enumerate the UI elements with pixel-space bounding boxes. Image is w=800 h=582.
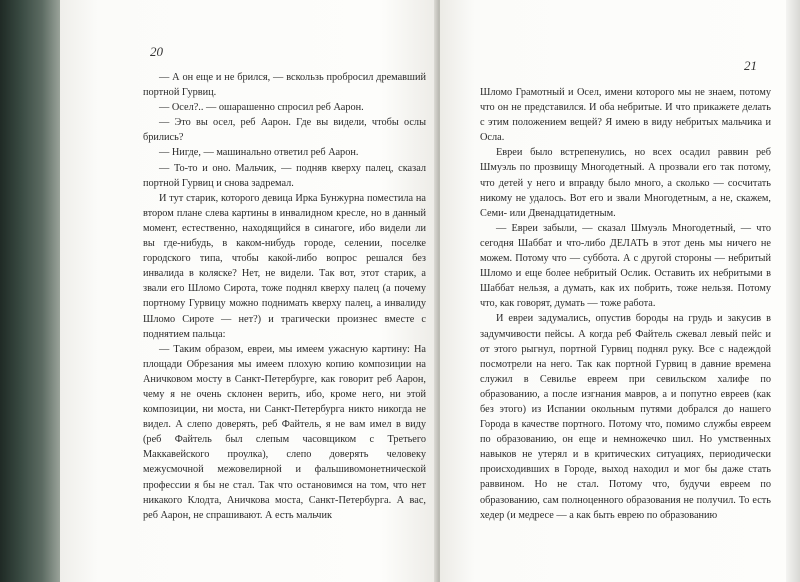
paragraph: И тут старик, которого девица Ирка Бунжурна поместила на втором плане слева картины в инвалидном кресле, но в данный момент, естественно, находящийся в синагоге, ибо видели ли вы где-нибудь, в каком-нибудь городе, селении, поселке городского типа, чтобы какой-либо вопрос решался без инвалида в коляске? Нет, не видели. Так вот, этот старик, а звали его Шломо Сирота, тоже поднял кверху палец (а почему портному Гурвицу можно поднимать кверху палец, а инвалиду Шломо Сироте — нет?) и трагически произнес вместе с поднятием пальца: — [143, 192, 426, 340]
page-number-left: 20 — [150, 44, 163, 59]
book-edge-left — [0, 0, 60, 582]
page-number-right: 21 — [744, 58, 757, 73]
paragraph: — Таким образом, евреи, мы имеем ужасную картину: На площади Обрезания мы имеем плохую копию композиции на Аничковом мосту в Санкт-Петербурге, как говорит реб Аарон, чему я не очень склонен верить, ибо, кроме него, ни этой композиции, ни моста, ни Санкт-Петербурга никто никогда не видел. А слепо доверять, реб Файтель, я не вам имел в виду (реб Файтель был слепым часовщиком с Третьего Маккавейского проулка), слепо доверять человеку межусмочной межовелирной и фальшивомонетнической профессии я бы не стал. Так что остановимся на том, что нет никакого Клодта, Аничкова моста, Санкт-Петербурга. А вас, реб Аарон, не спрашивают. А есть мальчик — [143, 343, 426, 521]
right-page — [440, 0, 786, 582]
left-page-text — [143, 70, 426, 523]
book-edge-right — [786, 0, 800, 582]
paragraph: — То-то и оно. Мальчик, — подняв кверху палец, сказал портной Гурвиц и снова задремал. — [143, 162, 426, 189]
right-page-text — [480, 85, 771, 523]
paragraph: — Осел?.. — ошарашенно спросил реб Аарон. — [159, 102, 364, 114]
paragraph: — Евреи забыли, — сказал Шмуэль Многодетный, — что сегодня Шаббат и что-либо ДЕЛАТЬ в этот день мы ничего не можем. Потому что — суббота. А с другой стороны — небритый Шломо и еще более небритый Ослик. Оставить их небритыми в Шаббат нельзя, а думать, как их побрить, тоже нельзя. Потому что, как говорят, думать — тоже работа. — [480, 222, 771, 310]
paragraph-continuation: Шломо Грамотный и Осел, имени которого мы не знаем, потому что он не представился. И оба небритые. И что прикажете делать с этим положением вещей? Я имею в виду небритых мальчика и Осла. — [480, 87, 771, 144]
paragraph: — Это вы осел, реб Аарон. Где вы видели, чтобы ослы брились? — [143, 117, 426, 144]
paragraph: Евреи было встрепенулись, но всех осадил раввин реб Шмуэль по прозвищу Многодетный. А прозвали его так потому, что детей у него и вправду было много, а сколько — сосчитать никому не удалось. Вот его и звали Многодетным, а не, скажем, Семи- или Двенадцатидетным. — [480, 147, 771, 219]
left-page — [60, 0, 438, 582]
paragraph: И евреи задумались, опустив бороды на грудь и закусив в задумчивости пейсы. А когда реб Файтель сжевал левый пейс и от этого рыгнул, портной Гурвиц поднял руку. Все с надеждой посмотрели на него. Так как портной Гурвиц в давние времена служил в Севилье евреем при севильском халифе по образованию, а после изгнания мавров, а и попутно евреев (как без этого) из Испании окольным путями добрался до нашего Города в качестве портного. Потому что, помимо службы евреем по образованию, он еще и немножечко шил. Но умственных навыков не утерял и в критических ситуациях, периодически происходивших в Городе, выход находил и мог бы даже стать раввином. Но не стал. Потому что, будучи евреем по образованию, сам полноценного образования не получил. То есть хедер (и медресе — а как быть еврею по образованию — [480, 313, 771, 521]
paragraph: — Нигде, — машинально ответил реб Аарон. — [159, 147, 359, 159]
paragraph: — А он еще и не брился, — вскользь пробросил дремавший портной Гурвиц. — [143, 72, 426, 99]
